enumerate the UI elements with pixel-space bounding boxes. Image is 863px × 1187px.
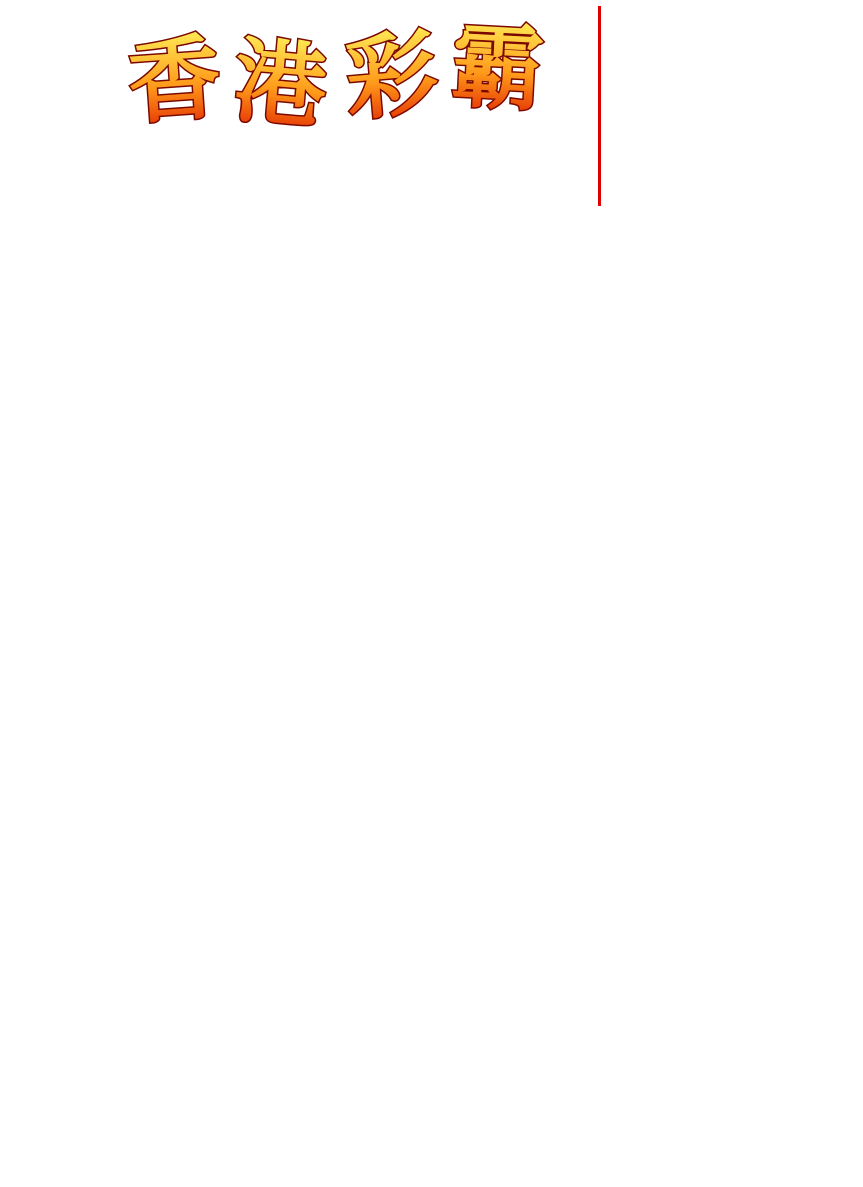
- banner-logo: [0, 0, 600, 128]
- banner-char-4: 霸: [448, 11, 547, 125]
- banner: [0, 0, 600, 128]
- red-divider: [598, 6, 601, 206]
- banner-char-1: 香: [124, 22, 225, 128]
- banner-char-2: 港: [229, 26, 331, 128]
- banner-char-3: 彩: [340, 18, 443, 128]
